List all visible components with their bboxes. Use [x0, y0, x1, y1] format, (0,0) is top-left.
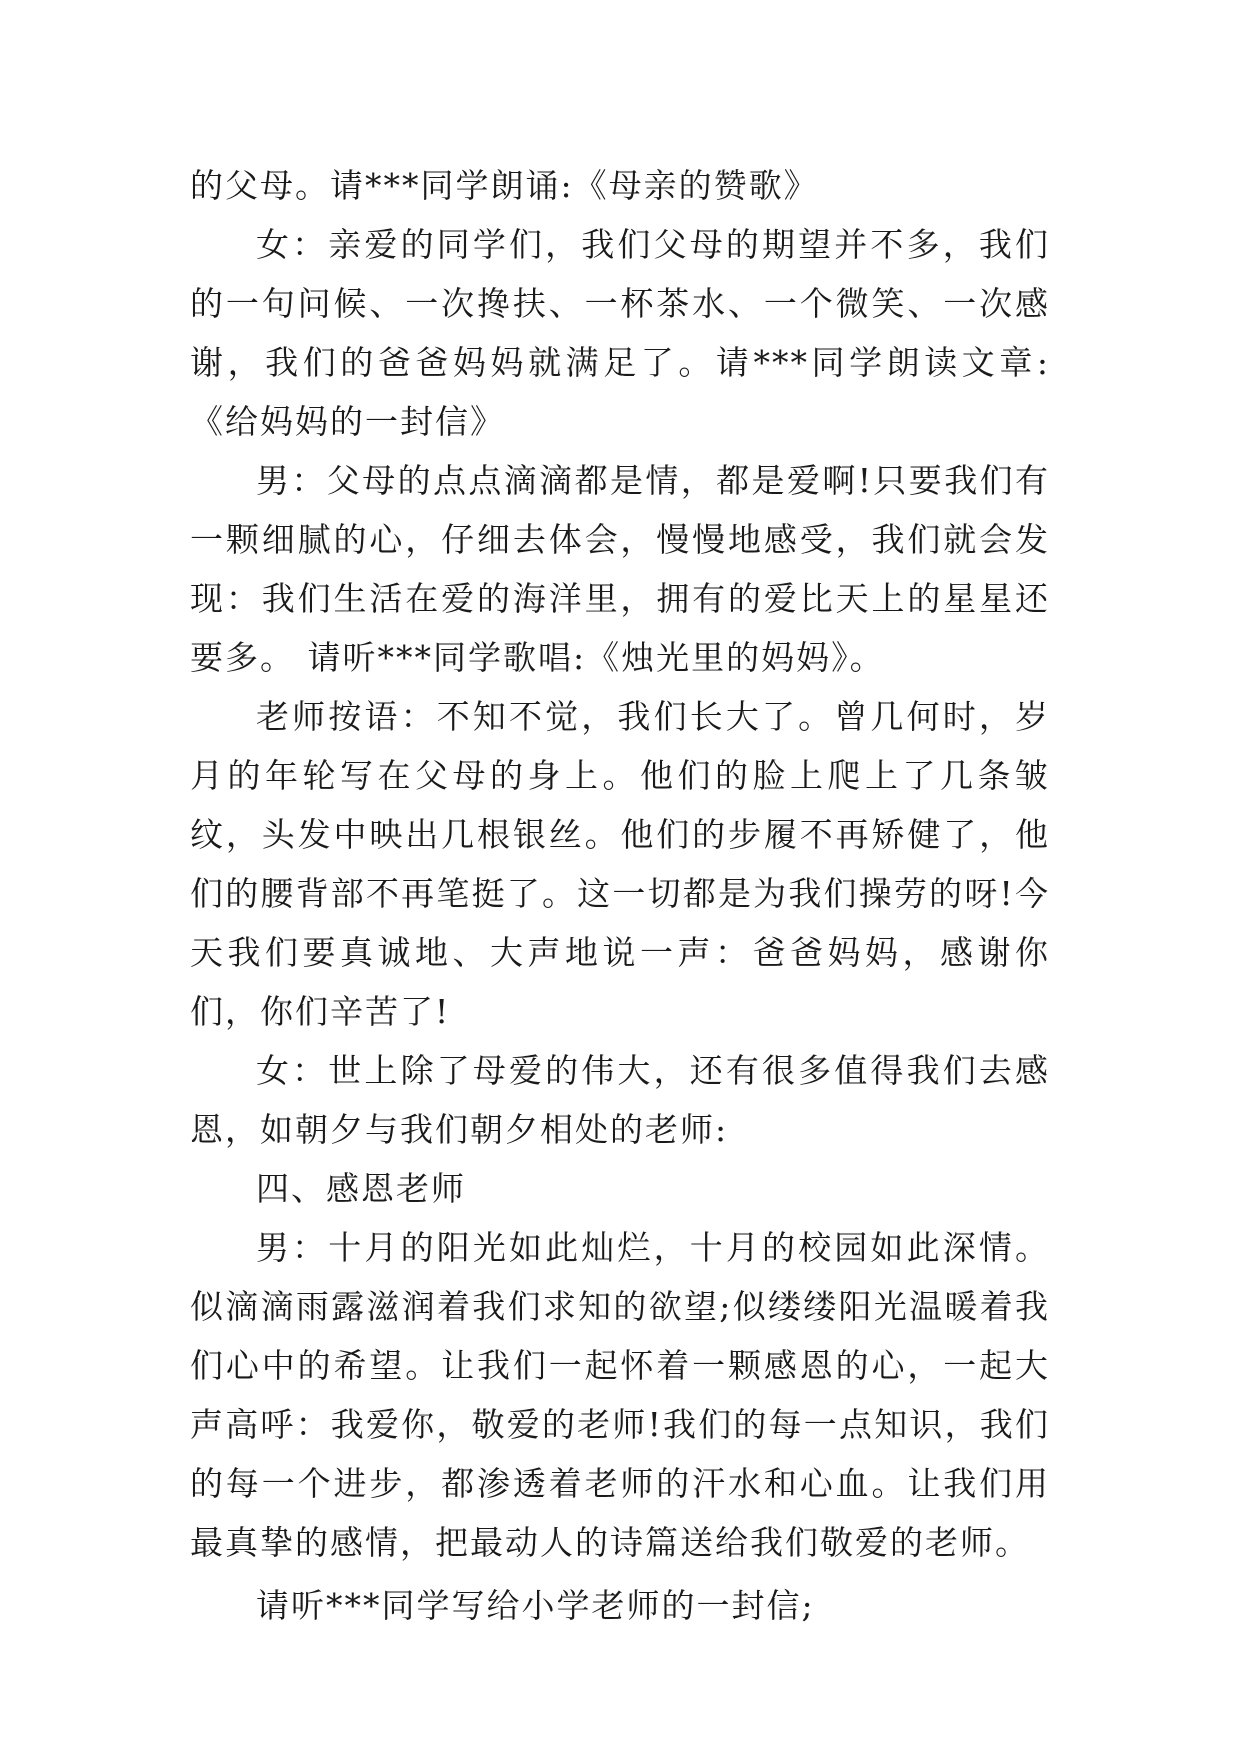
document-body: [190, 156, 1050, 1635]
paragraph: 女：世上除了母爱的伟大，还有很多值得我们去感恩，如朝夕与我们朝夕相处的老师:: [190, 1051, 1050, 1149]
paragraph: 女：亲爱的同学们，我们父母的期望并不多，我们的一句问候、一次搀扶、一杯茶水、一个微笑、一次感谢，我们的爸爸妈妈就满足了。请***同学朗读文章:《给妈妈的一封信》: [190, 225, 1050, 441]
paragraph: 男：父母的点点滴滴都是情，都是爱啊!只要我们有一颗细腻的心，仔细去体会，慢慢地感受，我们就会发现：我们生活在爱的海洋里，拥有的爱比天上的星星还要多。 请听***同学歌唱:《烛光里的妈妈》。: [190, 461, 1050, 677]
paragraph: 老师按语：不知不觉，我们长大了。曾几何时，岁月的年轮写在父母的身上。他们的脸上爬上了几条皱纹，头发中映出几根银丝。他们的步履不再矫健了，他们的腰背部不再笔挺了。这一切都是为我们操劳的呀!今天我们要真诚地、大声地说一声：爸爸妈妈，感谢你们，你们辛苦了!: [190, 697, 1050, 1031]
section-heading: 四、感恩老师: [256, 1169, 466, 1208]
paragraph: 男：十月的阳光如此灿烂，十月的校园如此深情。似滴滴雨露滋润着我们求知的欲望;似缕缕阳光温暖着我们心中的希望。让我们一起怀着一颗感恩的心，一起大声高呼：我爱你，敬爱的老师!我们的每一点知识，我们的每一个进步，都渗透着老师的汗水和心血。让我们用最真挚的感情，把最动人的诗篇送给我们敬爱的老师。: [190, 1228, 1050, 1562]
paragraph: 的父母。请***同学朗诵:《母亲的赞歌》: [190, 166, 819, 205]
paragraph: 请听***同学写给小学老师的一封信;: [256, 1586, 815, 1625]
